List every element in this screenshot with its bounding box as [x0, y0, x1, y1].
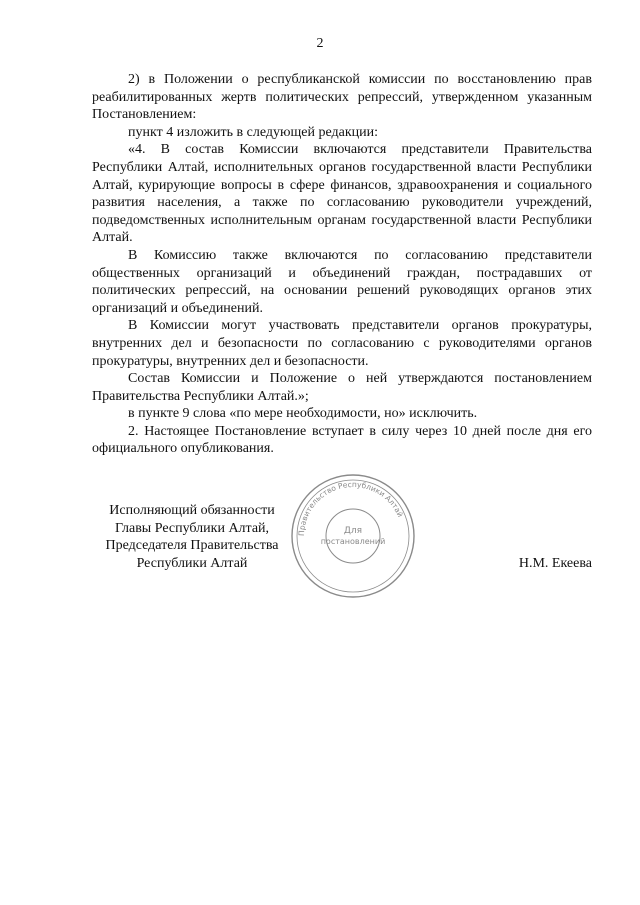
paragraph-point-4-heading: пункт 4 изложить в следующей редакции:	[128, 124, 378, 140]
paragraph-amendment-intro: 2) в Положении о республиканской комиссии по восстановлению прав реабилитированных жертв политических репрессий, утвержденном указанным Постановлением:	[92, 72, 592, 123]
paragraph-effective-date: 2. Настоящее Постановление вступает в силу через 10 дней после дня его официального опубликования.	[92, 423, 592, 457]
paragraph-prosecution-participation: В Комиссии могут участвовать представители органов прокуратуры, внутренних дел и безопасности по согласованию с руководителями органов прокуратуры, внутренних дел и безопасности.	[92, 318, 592, 369]
page-number: 2	[316, 36, 324, 51]
seal-outer-text-path: Правительство Республики Алтай	[296, 479, 405, 537]
signatory-title-line: Главы Республики Алтай,	[114, 520, 270, 536]
seal-outer-ring	[292, 475, 414, 597]
signatory-title-line: Исполняющий обязанности	[109, 503, 275, 518]
paragraph-composition-approval: Состав Комиссии и Положение о ней утверждаются постановлением Правительства Республики Алтай.»;	[92, 371, 592, 404]
signatory-title	[92, 502, 292, 572]
signatory-title-line: Республики Алтай	[136, 555, 248, 571]
paragraph-public-organizations: В Комиссию также включаются по согласованию представители общественных организаций и объединений граждан, пострадавших от политических репрессий, на основании решений руководящих органов этих организаций и объединений.	[92, 247, 592, 316]
signatory-name: Н.М. Екеева	[518, 555, 592, 571]
document-body	[92, 71, 592, 458]
signatory-title-line: Председателя Правительства	[105, 538, 279, 554]
seal-center-line-2: постановлений	[320, 537, 386, 546]
seal-center-ring	[326, 509, 380, 563]
paragraph-point-9: в пункте 9 слова «по мере необходимости, но» исключить.	[128, 406, 478, 422]
seal-center-line-1: Для	[343, 526, 363, 536]
official-seal	[289, 472, 417, 600]
paragraph-point-4-composition: «4. В состав Комиссии включаются представители Правительства Республики Алтай, исполнительных органов государственной власти Республики Алтай, курирующие вопросы в сфере финансов, здравоохранения и социального развития населения, а также по согласованию руководители учреждений, подведомственных исполнительным органам государственной власти Республики Алтай.	[92, 142, 592, 246]
